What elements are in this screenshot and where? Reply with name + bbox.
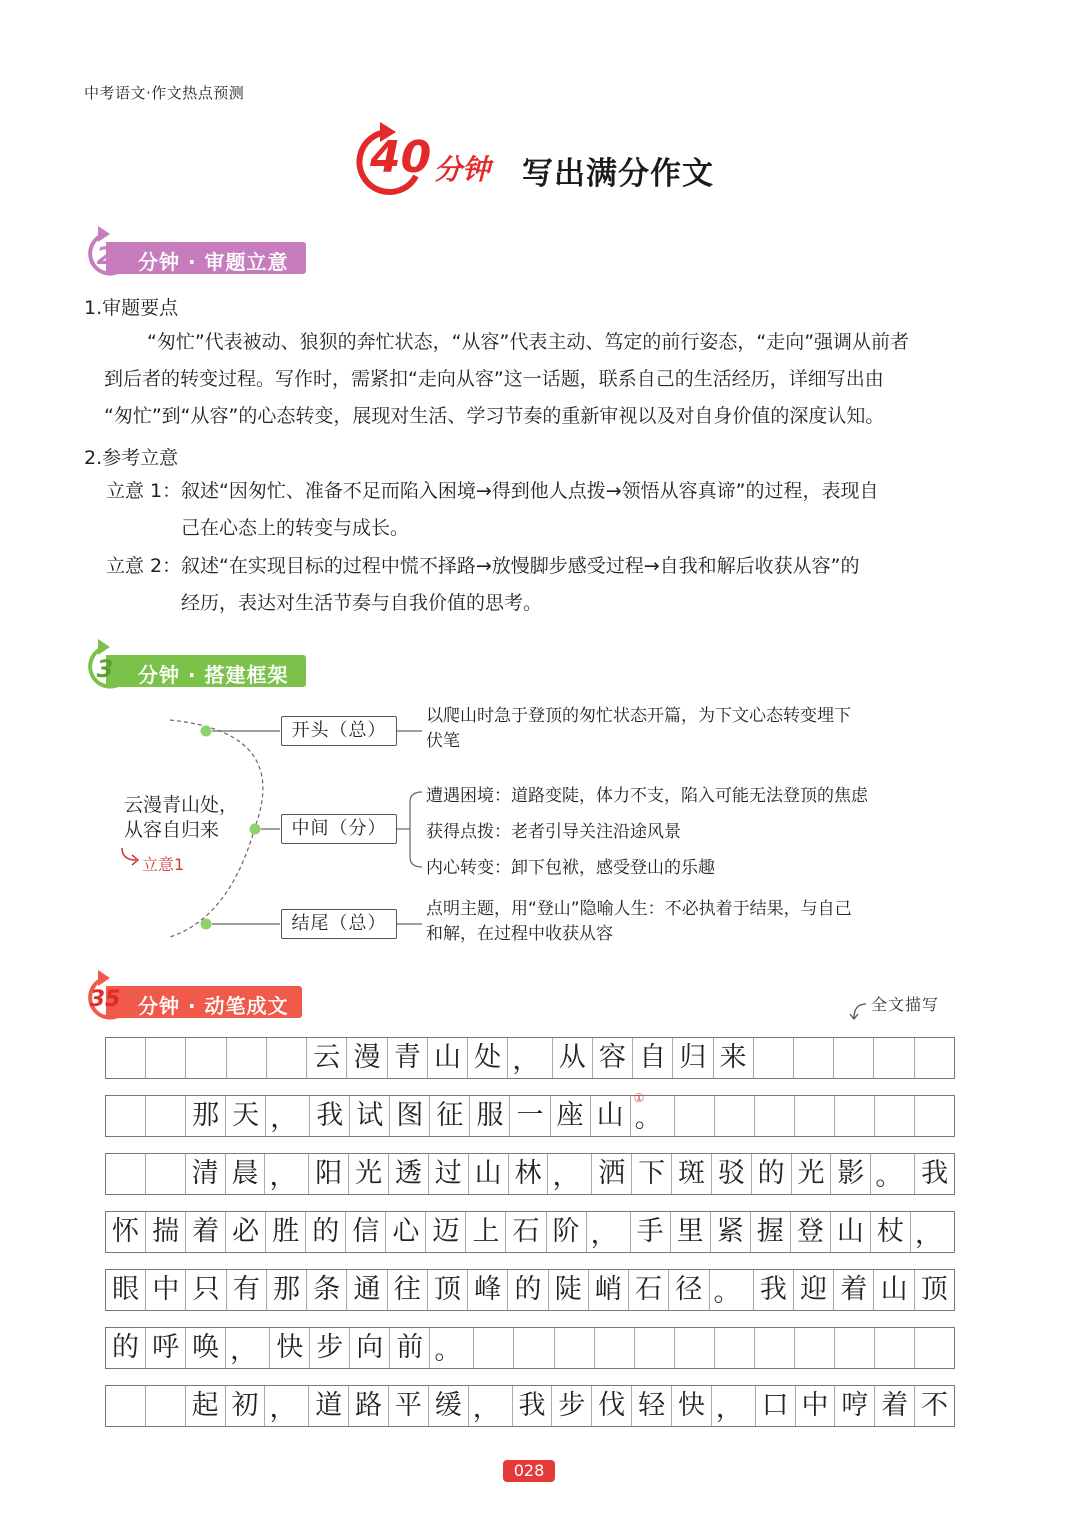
- grid-cell: [915, 1038, 954, 1078]
- node-text-line: 以爬山时急于登顶的匆忙状态开篇，为下文心态转变埋下: [426, 706, 851, 726]
- grid-cell: 。: [430, 1328, 474, 1368]
- node-text-line: 和解，在过程中收获从容: [426, 924, 613, 944]
- grid-cell: 来: [714, 1038, 754, 1078]
- running-header: 中考语文·作文热点预测: [84, 84, 245, 102]
- grid-cell: 里: [671, 1212, 711, 1252]
- grid-cell: 征: [430, 1096, 470, 1136]
- grid-cell: [146, 1154, 186, 1194]
- node-dot: [201, 919, 212, 930]
- grid-cell: 石: [506, 1212, 546, 1252]
- grid-cell: 有: [227, 1270, 267, 1310]
- grid-cell: 手: [631, 1212, 671, 1252]
- grid-cell: 着: [186, 1212, 226, 1252]
- grid-cell: [146, 1038, 186, 1078]
- grid-cell: 我: [921, 1158, 949, 1189]
- title-unit: 分钟: [434, 153, 491, 186]
- page-title: [350, 118, 730, 198]
- mindmap-center-title: [124, 793, 238, 843]
- grid-cell: 。: [710, 1270, 754, 1310]
- grid-cell: ，: [265, 1386, 309, 1426]
- idea-label: 立意 1：: [106, 480, 182, 502]
- grid-cell: [715, 1096, 755, 1136]
- grid-cell: [675, 1096, 715, 1136]
- grid-cell: 握: [751, 1212, 791, 1252]
- grid-char: 。: [634, 1103, 662, 1134]
- grid-cell: 过: [429, 1154, 469, 1194]
- grid-cell: 着: [875, 1386, 915, 1426]
- node-text-line: 遭遇困境：道路变陡，体力不支，陷入可能无法登顶的焦虑: [426, 786, 868, 806]
- grid-cell: 晨: [226, 1154, 266, 1194]
- grid-cell: 初: [226, 1386, 266, 1426]
- banner-number: 35: [89, 987, 121, 1012]
- idea-line: 己在心态上的转变与成长。: [181, 517, 410, 539]
- heading-shenti-yaodian: 1.审题要点: [84, 297, 179, 319]
- grid-cell: ，: [587, 1212, 631, 1252]
- grid-cell: 山: [428, 1038, 468, 1078]
- grid-cell: 平: [389, 1386, 429, 1426]
- grid-cell: 影: [831, 1154, 871, 1194]
- grid-cell: [875, 1328, 915, 1368]
- grid-cell: [915, 1096, 954, 1136]
- grid-cell: 天: [226, 1096, 266, 1136]
- grid-cell: 顶: [428, 1270, 468, 1310]
- grid-cell: 顶: [920, 1274, 948, 1305]
- node-text-line: 伏笔: [426, 731, 460, 751]
- grid-cell: 的: [508, 1270, 548, 1310]
- grid-cell: 图: [390, 1096, 430, 1136]
- grid-cell: 洒: [592, 1154, 632, 1194]
- grid-cell: 峰: [468, 1270, 508, 1310]
- grid-cell: 服: [470, 1096, 510, 1136]
- grid-cell: [514, 1328, 554, 1368]
- title-main: 写出满分作文: [522, 156, 714, 192]
- grid-cell: [835, 1328, 875, 1368]
- grid-cell: 斑: [672, 1154, 712, 1194]
- paragraph-line: “匆忙”到“从容”的心态转变，展现对生活、学习节奏的重新审视以及对自身价值的深度认知。: [104, 405, 885, 427]
- grid-cell: 口: [756, 1386, 796, 1426]
- grid-cell: 步: [552, 1386, 592, 1426]
- heading-cankao-liyi: 2.参考立意: [84, 447, 179, 469]
- grid-cell: 光: [792, 1154, 832, 1194]
- essay-grid-row: [105, 1327, 955, 1369]
- grid-cell: [106, 1154, 146, 1194]
- node-zhongjian: 中间（分）: [281, 814, 397, 844]
- paragraph-line: 到后者的转变过程。写作时，需紧扣“走向从容”这一话题，联系自己的生活经历，详细写出由: [104, 368, 884, 390]
- grid-cell: 下: [632, 1154, 672, 1194]
- grid-cell: 必: [226, 1212, 266, 1252]
- grid-cell: 道: [309, 1386, 349, 1426]
- idea-label: 立意 2：: [106, 555, 182, 577]
- grid-cell: [834, 1038, 874, 1078]
- grid-cell: 那: [267, 1270, 307, 1310]
- grid-cell: 快: [270, 1328, 310, 1368]
- grid-cell: 迈: [426, 1212, 466, 1252]
- grid-cell: [675, 1328, 715, 1368]
- grid-cell: 峭: [589, 1270, 629, 1310]
- grid-cell: 只: [186, 1270, 226, 1310]
- node-dot: [201, 726, 212, 737]
- grid-cell: [267, 1038, 307, 1078]
- grid-cell: 向: [350, 1328, 390, 1368]
- grid-cell: [595, 1328, 635, 1368]
- grid-cell: 驳: [712, 1154, 752, 1194]
- banner-label: 分钟 · 动笔成文: [138, 994, 289, 1018]
- grid-cell: 阶: [547, 1212, 587, 1252]
- grid-cell: [795, 1096, 835, 1136]
- banner-number: 3: [96, 655, 114, 683]
- node-text-line: 获得点拨：老者引导关注沿途风景: [426, 822, 681, 842]
- grid-cell: [186, 1038, 226, 1078]
- grid-cell: 往: [388, 1270, 428, 1310]
- page-number: 028: [503, 1460, 555, 1482]
- grid-cell: 着: [834, 1270, 874, 1310]
- grid-cell: ，: [914, 1219, 942, 1250]
- grid-cell: 轻: [632, 1386, 672, 1426]
- grid-cell: 的: [106, 1328, 146, 1368]
- grid-cell: 怀: [106, 1212, 146, 1252]
- node-zhongjian-text: [426, 778, 868, 886]
- grid-cell: 呼: [146, 1328, 186, 1368]
- grid-cell: [146, 1386, 186, 1426]
- grid-cell: 石: [629, 1270, 669, 1310]
- footnote-mark: ①: [633, 1091, 645, 1105]
- grid-cell: 快: [672, 1386, 712, 1426]
- grid-cell: 处: [468, 1038, 508, 1078]
- grid-cell: 座: [551, 1096, 591, 1136]
- grid-cell: 中: [146, 1270, 186, 1310]
- node-text-line: 内心转变：卸下包袱，感受登山的乐趣: [426, 858, 715, 878]
- grid-cell: 从: [553, 1038, 593, 1078]
- grid-cell: [146, 1096, 186, 1136]
- grid-cell: 林: [509, 1154, 549, 1194]
- grid-cell: 条: [307, 1270, 347, 1310]
- grid-cell: [635, 1328, 675, 1368]
- grid-cell: 归: [673, 1038, 713, 1078]
- grid-cell: 。: [871, 1154, 915, 1194]
- grid-cell: 山: [469, 1154, 509, 1194]
- grid-cell: 杖: [871, 1212, 911, 1252]
- annotation-label: 全文描写: [871, 995, 940, 1014]
- paragraph-line: “匆忙”代表被动、狼狈的奔忙状态，“从容”代表主动、笃定的前行姿态，“走向”强调从前者: [147, 331, 910, 353]
- grid-cell: 胜: [266, 1212, 306, 1252]
- banner-label: 分钟 · 审题立意: [138, 250, 289, 274]
- grid-cell: [227, 1038, 267, 1078]
- node-jiewei: 结尾（总）: [281, 909, 397, 939]
- grid-cell: 心: [386, 1212, 426, 1252]
- grid-cell: [755, 1328, 795, 1368]
- grid-cell: [754, 1038, 794, 1078]
- grid-cell: ，: [508, 1038, 552, 1078]
- grid-cell: [555, 1328, 595, 1368]
- grid-cell: 中: [796, 1386, 836, 1426]
- grid-cell: [631, 1091, 675, 1136]
- grid-cell: 缓: [429, 1386, 469, 1426]
- grid-cell: 伐: [592, 1386, 632, 1426]
- grid-cell: 漫: [347, 1038, 387, 1078]
- grid-cell: 起: [186, 1386, 226, 1426]
- banner-number: 2: [96, 242, 114, 270]
- idea-line: 叙述“因匆忙、准备不足而陷入困境→得到他人点拨→领悟从容真谛”的过程，表现自: [181, 480, 879, 502]
- grid-cell: 通: [347, 1270, 387, 1310]
- node-jiewei-text: [426, 897, 852, 947]
- essay-grid-row: [105, 1153, 955, 1195]
- grid-cell: 我: [513, 1386, 553, 1426]
- grid-cell: 唤: [186, 1328, 226, 1368]
- grid-cell: 径: [669, 1270, 709, 1310]
- grid-cell: [106, 1386, 146, 1426]
- grid-cell: 那: [186, 1096, 226, 1136]
- essay-grid-row: [105, 1269, 955, 1311]
- grid-cell: ，: [469, 1386, 513, 1426]
- grid-cell: 路: [349, 1386, 389, 1426]
- grid-cell: ，: [265, 1154, 309, 1194]
- idea-line: 经历，表达对生活节奏与自我价值的思考。: [181, 592, 543, 614]
- grid-cell: [715, 1328, 755, 1368]
- grid-cell: 紧: [711, 1212, 751, 1252]
- grid-cell: [835, 1096, 875, 1136]
- grid-cell: [106, 1096, 146, 1136]
- grid-cell: ，: [548, 1154, 592, 1194]
- grid-cell: ，: [266, 1096, 310, 1136]
- grid-cell: ，: [712, 1386, 756, 1426]
- grid-cell: [474, 1328, 514, 1368]
- grid-cell: 山: [874, 1270, 914, 1310]
- section-banner-shenti: [80, 232, 320, 274]
- grid-cell: 试: [350, 1096, 390, 1136]
- node-dot: [250, 824, 261, 835]
- grid-cell: 登: [791, 1212, 831, 1252]
- essay-grid-row: [105, 1385, 955, 1427]
- grid-cell: 云: [307, 1038, 347, 1078]
- center-title-line: 云漫青山处，: [124, 794, 239, 816]
- grid-cell: 山: [831, 1212, 871, 1252]
- center-title-line: 从容自归来: [124, 819, 220, 841]
- grid-cell: 自: [633, 1038, 673, 1078]
- grid-cell: 步: [310, 1328, 350, 1368]
- grid-cell: [875, 1096, 915, 1136]
- grid-cell: 不: [921, 1390, 949, 1421]
- grid-cell: 容: [593, 1038, 633, 1078]
- grid-cell: 清: [186, 1154, 226, 1194]
- grid-cell: [794, 1038, 834, 1078]
- essay-grid-row: [105, 1037, 955, 1079]
- grid-cell: 的: [306, 1212, 346, 1252]
- node-kaitou-text: [426, 704, 851, 754]
- center-tag: 立意1: [142, 855, 185, 874]
- node-kaitou: 开头（总）: [281, 716, 397, 746]
- grid-cell: 我: [754, 1270, 794, 1310]
- section-banner-dongbi: [80, 976, 320, 1018]
- grid-cell: 眼: [106, 1270, 146, 1310]
- grid-cell: [755, 1096, 795, 1136]
- grid-cell: 我: [310, 1096, 350, 1136]
- grid-cell: 揣: [146, 1212, 186, 1252]
- grid-cell: 光: [349, 1154, 389, 1194]
- essay-grid-row: [105, 1211, 955, 1253]
- idea-line: 叙述“在实现目标的过程中慌不择路→放慢脚步感受过程→自我和解后收获从容”的: [181, 555, 860, 577]
- banner-label: 分钟 · 搭建框架: [138, 663, 289, 687]
- grid-cell: 上: [466, 1212, 506, 1252]
- grid-cell: 透: [389, 1154, 429, 1194]
- grid-cell: [795, 1328, 835, 1368]
- curved-arrow-icon: [118, 846, 142, 868]
- grid-cell: 前: [390, 1328, 430, 1368]
- grid-cell: 阳: [309, 1154, 349, 1194]
- grid-cell: ，: [226, 1328, 270, 1368]
- grid-cell: 信: [346, 1212, 386, 1252]
- grid-cell: 的: [752, 1154, 792, 1194]
- node-text-line: 点明主题，用“登山”隐喻人生：不必执着于结果，与自己: [426, 899, 852, 919]
- grid-cell: [874, 1038, 914, 1078]
- grid-cell: [106, 1038, 146, 1078]
- annotation-arrow-icon: [848, 1000, 870, 1022]
- title-number: 40: [370, 132, 432, 183]
- essay-grid-row: [105, 1091, 955, 1137]
- grid-cell: 一: [510, 1096, 550, 1136]
- grid-cell: 青: [388, 1038, 428, 1078]
- grid-cell: 哼: [835, 1386, 875, 1426]
- grid-cell: 迎: [794, 1270, 834, 1310]
- grid-cell: 山: [591, 1096, 631, 1136]
- grid-cell: [915, 1328, 954, 1368]
- grid-cell: 陡: [549, 1270, 589, 1310]
- section-banner-kuangjia: [80, 645, 320, 687]
